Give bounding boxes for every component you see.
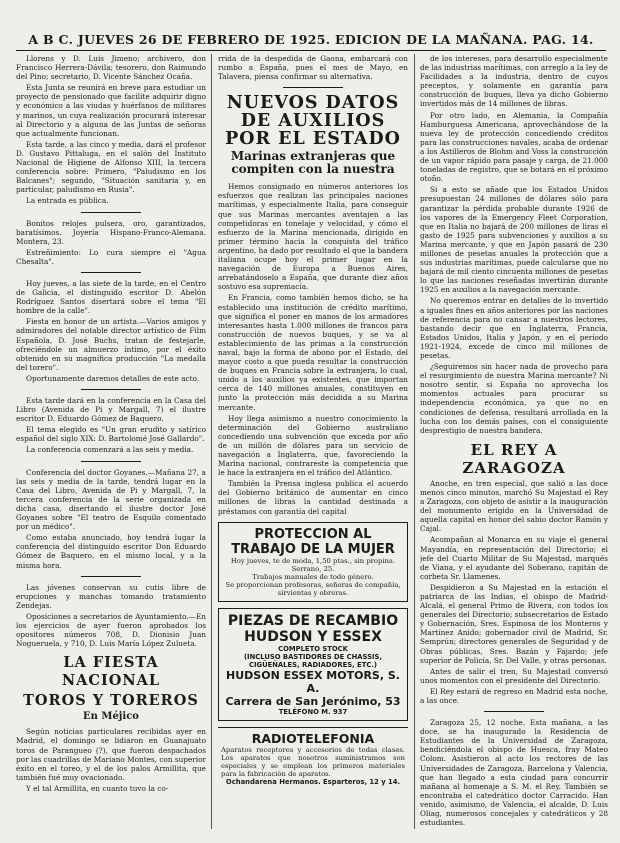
- section-heading: EL REY A ZARAGOZA: [462, 440, 566, 477]
- column-1: [16, 54, 206, 829]
- paragraph: Estreñimiento: Lo cura siempre el "Agua Chesalta".: [16, 247, 206, 266]
- paragraph: La entrada es pública.: [26, 196, 109, 206]
- ad-phone: TELÉFONO M. 937: [278, 707, 348, 716]
- paragraph: Conferencia del doctor Goyanes.—Mañana 27, a las seis y media de la tarde, tendrá lugar en la Casa del Libro, Avenida de Pi y Margall, 7, la tercera conferencia de la serie organizada en dicha casa, disertando el ilustre doctor José Goyanes sobre "El teatro de Esquilo comentado por un médico".: [16, 467, 206, 532]
- paragraph: Oposiciones a secretarios de Ayuntamiento.—En los ejercicios de ayer fueron aprobados los opositores números 708, D. Dionisio Juan Nogueruela, y 710, D. Luis María López Zulueta.: [16, 611, 206, 649]
- column-divider: [211, 54, 212, 829]
- ad-title: PIEZAS DE RECAMBIO: [227, 612, 399, 629]
- paragraph: Llorens y D. Luis Jimeno; archivero, don Francisco Herrera-Dávila; tesorero, don Raimundo del Pino; secretario, D. Vicente Sánchez Ocaña.: [16, 54, 206, 82]
- paragraph: ¿Seguiremos sin hacer nada de provecho para el resurgimiento de nuestra Marina mercante? Ni nosotro sentir, si España no aprovecha los momentos actuales para procurar su independencia económica, ya que no en condiciones de defensa, resultará arrollada en la lucha con los demás países, con el consiguiente desprestigio de nuestra bandera.: [420, 362, 608, 435]
- ad-company: HUDSON ESSEX MOTORS, S. A.: [226, 668, 400, 695]
- page-header: A B C. JUEVES 26 DE FEBRERO DE 1925. EDICION DE LA MAÑANA. PAG. 14.: [16, 32, 606, 51]
- paragraph: El Rey estará de regreso en Madrid esta noche, a las once.: [420, 686, 608, 705]
- divider: [484, 711, 544, 712]
- divider: [81, 461, 141, 462]
- paragraph: El tema elegido es "Un gran erudito y satírico español del siglo XIX: D. Bartolomé José Gallardo".: [16, 425, 206, 444]
- ad-detail: (INCLUSO BASTIDORES DE CHASSIS, CIGÜEÑALES, RADIADORES, ETC.): [243, 652, 383, 669]
- paragraph: Acompañan al Monarca en su viaje el general Mayandía, en representación del Directorio; el jefe del Cuarto Militar de Su Majestad, marqués de Viana, y el ayudante del Soberano, capitán de corbeta Sr. Llamenes.: [420, 535, 608, 581]
- ad-text: Aparatos receptores y accesorios de todas clases. Los aparatos que nosotros suministramos son especiales y se emplean los primeros materiales para la fabricación de aparatos.: [221, 745, 405, 778]
- paragraph: Por otro lado, en Alemania, la Compañía Hamburguesa Americana, aprovechándose de la nueva ley de protección concediendo créditos para las construcciones navales, acaba de ordenar a los Astilleros de Blohm and Voss la construcción de un vapor rápido para pasaje y carga, de 21.000 toneladas de registro, que se botará en el próximo otoño.: [420, 110, 608, 184]
- paragraph: Zaragoza 25, 12 noche. Esta mañana, a las doce, se ha inaugurado la Residencia de Estudiantes de la Universidad de Zaragoza, bendiciéndola el obispo de Huesca, fray Mateo Colom. Asistieron al acto los rectores de las Universidades de Zaragoza, Barcelona y Valencia, que han llegado a esta ciudad para concurrir mañana al homenaje a S. M. el Rey. También se encontraba el catedrático doctor Carracido. Han venido, asimismo, de Valencia, el alcalde, D. Luis Oliag, numerosos concejales y catedráticos y 28 estudiantes.: [420, 718, 608, 828]
- paragraph: Esta tarde, a las cinco y media, dará el profesor D. Gustavo Pittaluga, en el salón del Instituto Nacional de Higiene de Alfonso XIII, la tercera conferencia sobre: Primero, "Paludismo en los Balcanes"; segundo, "Situación sanitaria y, en particular, paludismo en Rusia".: [16, 139, 206, 195]
- paragraph: Despidieron a Su Majestad en la estación el patriarca de las Indias, el obispo de Madrid-Alcalá, el general Primo de Rivera, con todos los generales del Directorio; subsecretarios de Estado y Gobernación, Sres. Espinosa de los Monteros y Martínez Anido; gobernador civil de Madrid, Sr. Semprún; directores generales de Seguridad y de Obras públicas, Sres. Bazán y Fajardo; jefe superior de Policía, Sr. Del Valle, y otras personas.: [420, 582, 608, 665]
- section-heading: LA FIESTA NACIONAL: [61, 654, 161, 690]
- ad-stock: COMPLETO STOCK: [278, 644, 348, 653]
- paragraph: Y el tal Armillita, en cuanto tuvo la co-: [26, 783, 169, 793]
- section-subheading: Marinas extranjeras que compiten con la nuestra: [230, 149, 396, 177]
- column-2: [218, 54, 408, 829]
- divider: [81, 272, 141, 273]
- paragraph: Esta tarde dará en la conferencia en la Casa del Libro (Avenida de Pi y Margall, 7) el ilustre escritor D. Eduardo Gómez de Baquero.: [16, 396, 206, 424]
- ad-brand: HUDSON Y ESSEX: [244, 628, 382, 645]
- paragraph: Anoche, en tren especial, que salió a las doce menos cinco minutos, marchó Su Majestad el Rey a Zaragoza, con objeto de asistir a la inauguración del monumento erigido en la Universidad de aquella capital en honor del sabio doctor Ramón y Cajal.: [420, 478, 608, 534]
- paragraph: La conferencia comenzará a las seis y media.: [26, 445, 194, 455]
- paragraph: de los intereses, para desarrollo especialmente de las industrias marítimas, con arreglo a la ley de Facilidades a la industria, dentro de cuyos preceptos, y solamente en garantía para construcción de buques, lleva ya dicho Gobierno invertidos más de 14 millones de libras.: [420, 54, 608, 109]
- paragraph: Las jóvenes conservan su cutis libre de erupciones y manchas tomando tratamiento Zendejas.: [16, 582, 206, 610]
- column-3: [420, 54, 608, 829]
- ad-title: PROTECCION AL TRABAJO DE LA MUJER: [231, 526, 395, 557]
- ad-address: Ochandarena Hermanos. Esparteros, 12 y 14.: [225, 777, 401, 786]
- paragraph: Bonitos relojes pulsera, oro, garantizados, baratísimos. Joyería Hispano-Franco-Alemana. Montera, 23.: [16, 218, 206, 246]
- divider: [81, 576, 141, 577]
- paragraph: En Francia, como también hemos dicho, se ha establecido una institución de crédito marítimo, que significa el poner en manos de los armadores interesantes hasta 1.000 millones de francos para construcción de nuevos buques, y se va al establecimiento de las primas a la construcción naval, bajo la forma de abono por el Estado, del mayor costo a que pueda resultar la construcción de buques en Francia sobre la extranjera, lo cual, unido a los auxilios ya existentes, que importan cerca de 140 millones anuales, constituyen en junto la protección más decidida a su Marina mercante.: [218, 293, 408, 412]
- paragraph: No queremos entrar en detalles de lo invertido a iguales fines en años anteriores por las naciones de referencia para no cansar a nuestros lectores, bastando decir que en Inglaterra, Francia, Estados Unidos, Italia y Japón, y en el período 1921-1924, excede de cinco mil millones de pesetas.: [420, 296, 608, 360]
- paragraph: También la Prensa inglesa publica el acuerdo del Gobierno británico de aumentar en cinco millones de libras la cantidad destinada a préstamos con garantía del capital: [218, 479, 408, 516]
- paragraph: Antes de salir el tren, Su Majestad conversó unos momentos con el presidente del Directorio.: [420, 666, 608, 685]
- col1-paragraphs-a: [16, 54, 206, 648]
- section-heading: TOROS Y TOREROS: [23, 692, 199, 710]
- section-heading: NUEVOS DATOS DE AUXILIOS POR EL ESTADO: [225, 93, 401, 150]
- paragraph: Si a esto se añade que los Estados Unidos presupuestan 24 millones de dólares sólo para garantizar la pérdida probable durante 1926 de los vapores de la Emergency Fleet Corporation, que en Italia no bajará de 200 millones de liras el gasto de 1925 para subvenciones y auxilios a su Marina mercante, y que en Japón pasará de 230 millones de pesetas anuales la protección que a sus industrias marítimas, puede calcularse que no bajará de mil ciento cincuenta millones de pesetas lo que las naciones reseñadas invertirán durante 1925 en auxilios a la navegación mercante.: [420, 185, 608, 295]
- ad-text: Trabajos manuales de todo género.: [252, 572, 374, 581]
- paragraph: Hoy jueves, a las siete de la tarde, en el Centro de Galicia, el distinguido escritor D. Abelón Rodríguez Santos disertará sobre el tema "El hombre de la calle".: [16, 278, 206, 316]
- paragraph: Fiesta en honor de un artista.—Varios amigos y admiradores del notable director artístico de Film Española, D. José Buchs, tratan de festejarle, ofreciéndole un almuerzo íntimo, por el éxito obtenido en su magnífica producción "La medalla del torero".: [16, 317, 206, 372]
- section-subheading: En Méjico: [83, 711, 139, 723]
- ad-text: Se proporcionan profesoras, señoras de compañía, sirvientas y obreras.: [225, 580, 401, 597]
- divider: [283, 87, 343, 88]
- ad-text: Hoy jueves, te de moda, 1,50 ptas., sin propina. Serrano, 25.: [230, 556, 396, 573]
- paragraph: Esta Junta se reunirá en breve para estudiar un proyecto de pensionado que facilite adquirir digno y económico a las viudas y huérfanos de militares y marinos, un cuya realización procurará interesar al Directorio y a alguna de las Juntas de señoras que actualmente funcionan.: [16, 83, 206, 138]
- ad-radiotelefonia: [218, 727, 408, 790]
- ad-hudson-essex: [218, 608, 408, 721]
- ad-proteccion-mujer: [218, 522, 408, 602]
- ad-address: Carrera de San Jerónimo, 53: [225, 694, 401, 708]
- divider: [81, 212, 141, 213]
- paragraph: Oportunamente daremos detalles de este acto.: [26, 373, 200, 383]
- ad-title: RADIOTELEFONIA: [251, 730, 375, 746]
- column-divider: [414, 54, 415, 829]
- paragraph: Hemos consignado en números anteriores los esfuerzos que realizan las principales naciones marítimas, y especialmente Italia, para conseguir que sus Marinas mercantes aventajen a las competidoras en tonelaje y velocidad, y cómo el esfuerzo de la Marina mencionada, dirigido en primer término hacia la conquista del tráfico argentino, ha dado por resultado el que la bandera italiana ocupe hoy el primer lugar en la navegación de Europa a Buenos Aires, arrebatándoselo a España, que durante diez años sostuvo esa supremacía.: [218, 182, 408, 292]
- divider: [81, 389, 141, 390]
- paragraph: Hoy llega asimismo a nuestro conocimiento la determinación del Gobierno australiano concediendo una subvención que exceda por año de un millón de dólares para un servicio de navegación a Inglaterra, que, favoreciendo la Marina nacional, contrareste la competencia que le hace la extranjera en el tráfico del Atlántico.: [218, 413, 408, 478]
- paragraph: Según noticias particulares recibidas ayer en Madrid, el domingo se lidiaron en Guanajuato toros de Parangueo (?), que fueron despachados por las cuadrillas de Mariano Montes, con superior éxito en el toreo, y el de los palos Armillita, que también fué muy ovacionado.: [16, 727, 206, 782]
- paragraph: rrida de la despedida de Gaona, embarcará con rumbo a España, pues el mes de Mayo, en Talavera, piensa confirmar su alternativa.: [218, 54, 408, 82]
- paragraph: Como estaba anunciado, hoy tendrá lugar la conferencia del distinguido escritor Don Eduardo Gómez de Baquero, en el mismo local, y a la misma hora.: [16, 533, 206, 570]
